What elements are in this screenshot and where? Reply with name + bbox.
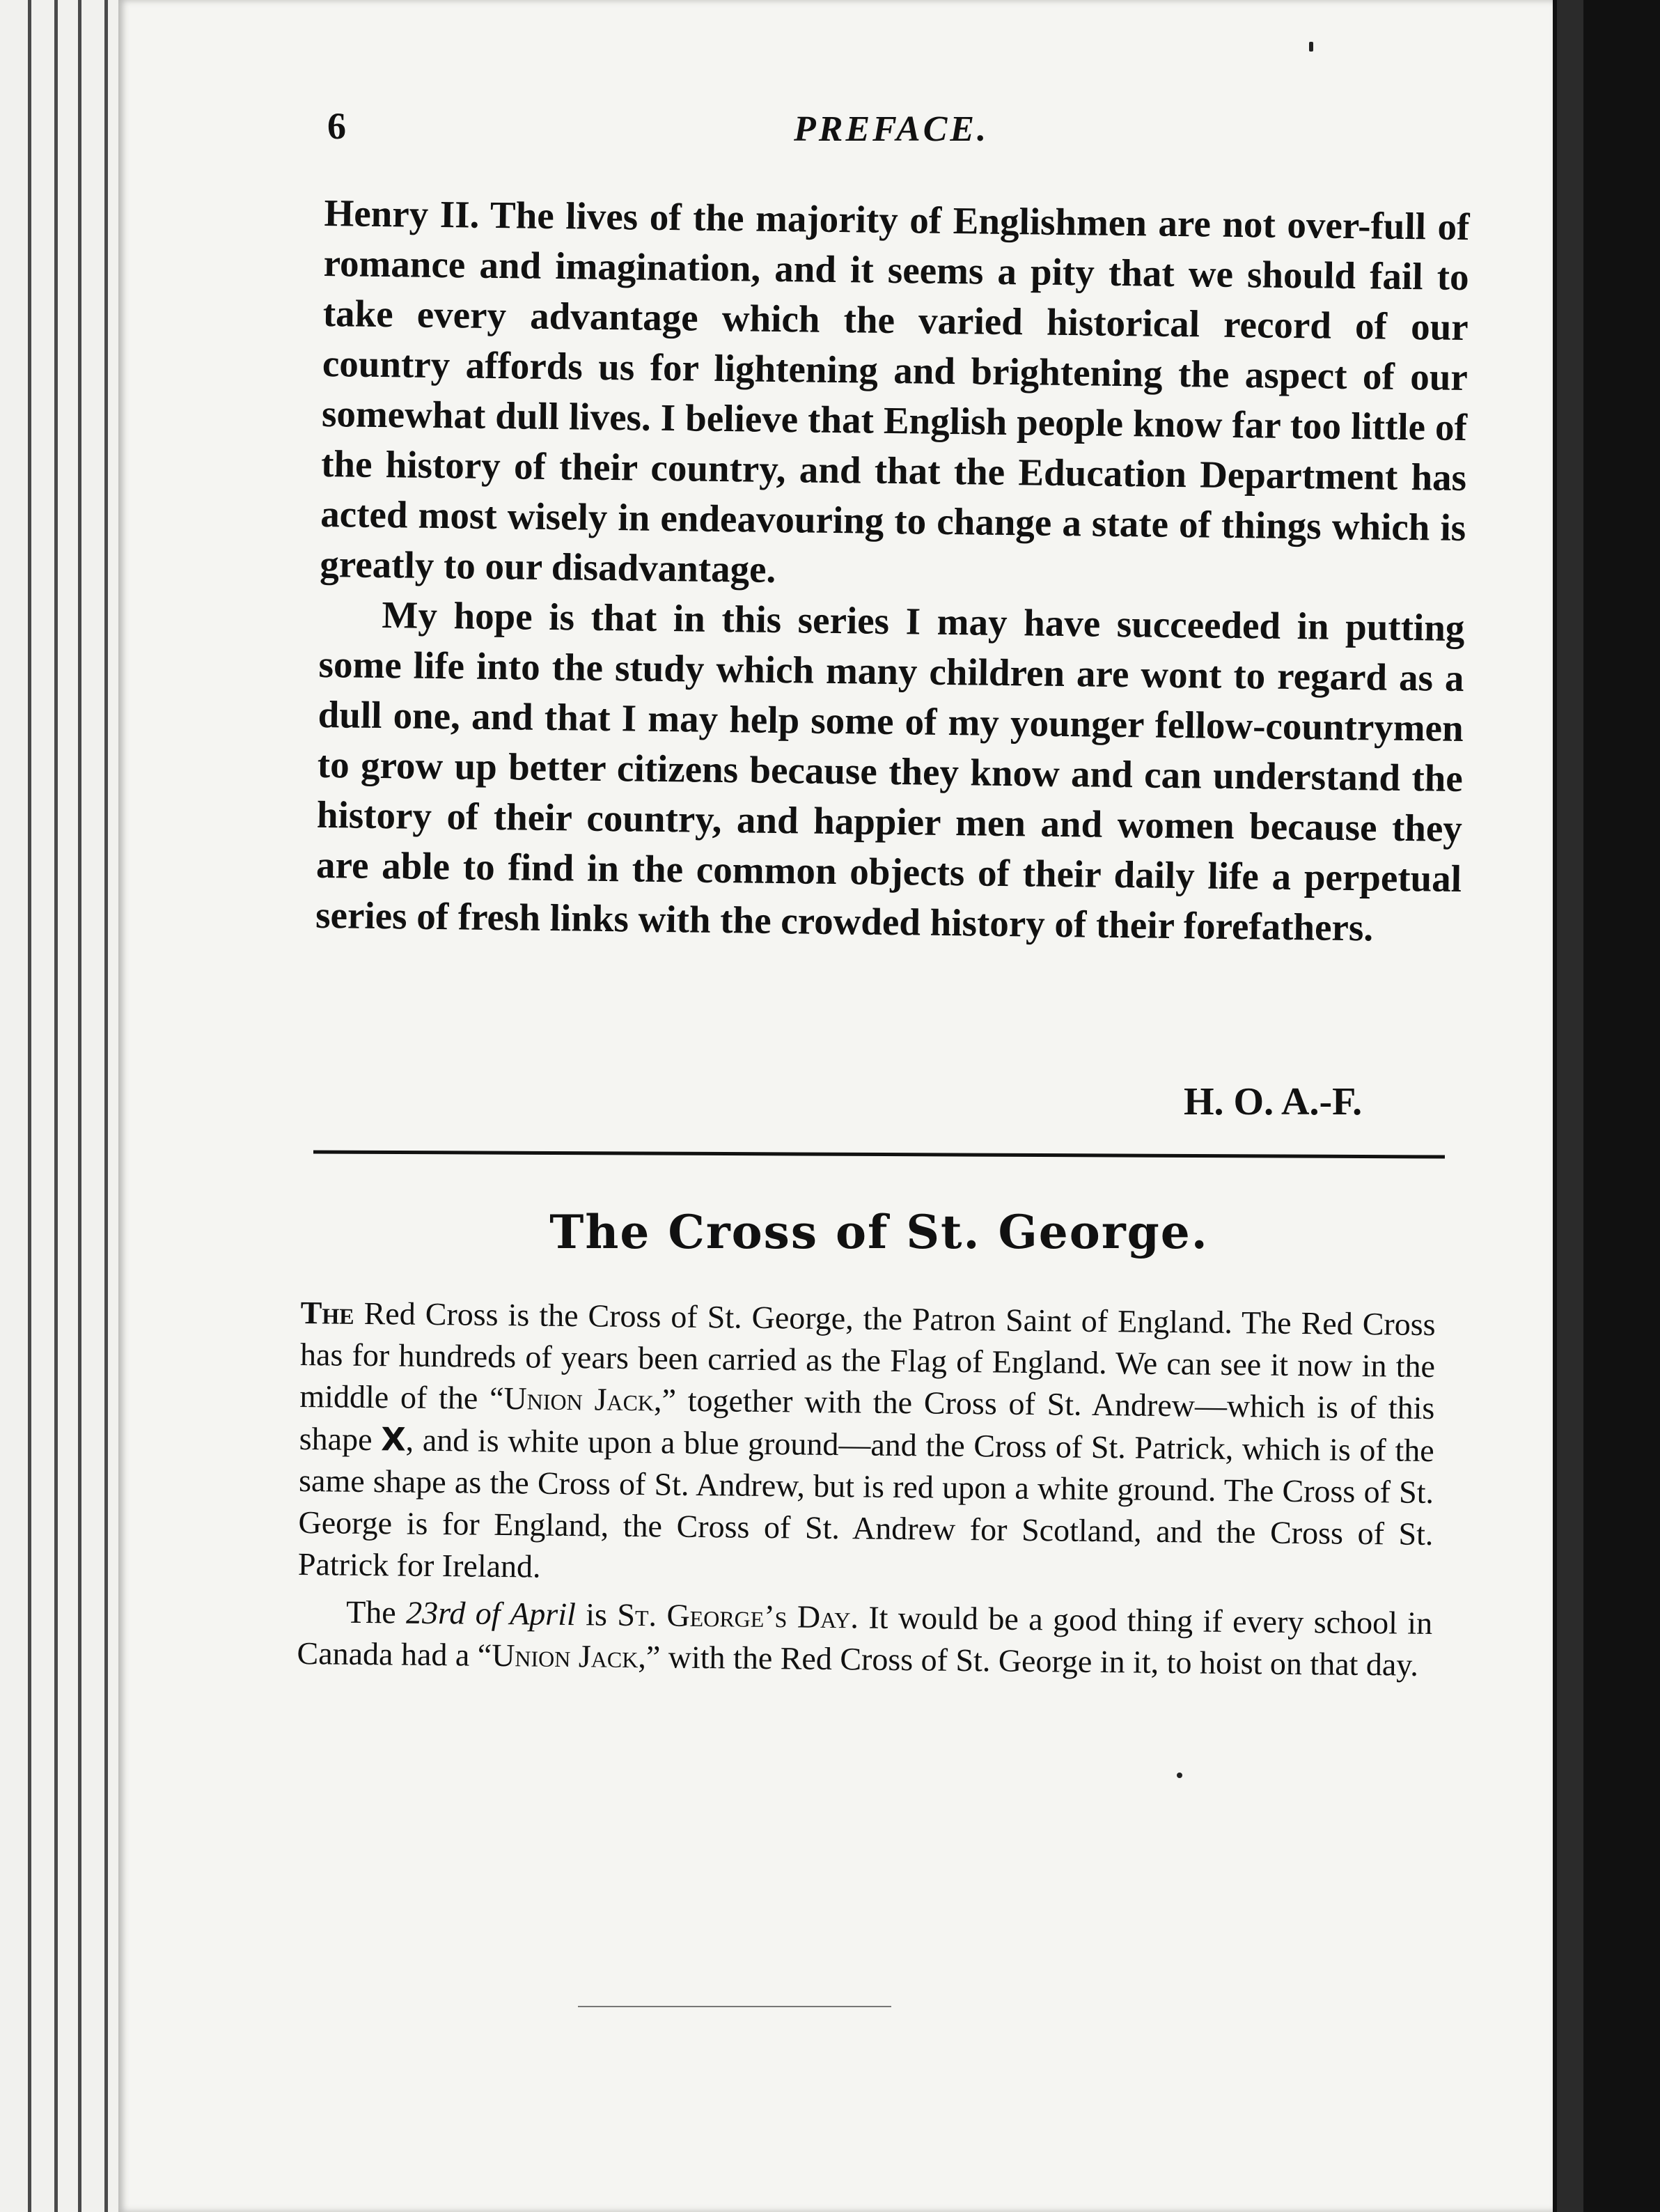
scan-speck <box>1177 1773 1182 1778</box>
union-jack-term: Union Jack <box>491 1637 639 1675</box>
preface-paragraph: My hope is that in this series I may have succeeded in putting some life into the study which many children are wont to regard as a dull one, and that I may help some of my younger fellow-countrymen to grow up better citizens because they know and can understand the history of their country, and happier men and women because they are able to find in the common objects of their daily life a perpetual series of fresh links with the crowded history of their forefathers. <box>315 593 1465 949</box>
preface-text <box>315 188 1470 954</box>
text-run: . It would be a good thing if every school in Canada had a “ <box>297 1599 1433 1673</box>
page-edge-stack <box>0 0 118 2212</box>
text-run: is <box>575 1596 618 1633</box>
section-text <box>297 1292 1436 1686</box>
st-georges-day: St. George’s Day <box>617 1596 851 1635</box>
page-number: 6 <box>327 105 346 147</box>
text-run: The <box>345 1594 407 1630</box>
lead-word: The <box>300 1294 354 1331</box>
page-header <box>327 104 1469 160</box>
page-edge-line <box>104 0 108 2212</box>
text-run: Red Cross is the Cross of St. George, the Patron Saint of England. The Red Cross has for hundreds of years been carried as the Flag of England. We can see it now in the middle of the “ <box>299 1295 1436 1417</box>
page-edge-line <box>54 0 58 2212</box>
preface-paragraph: Henry II. The lives of the majority of Englishmen are not over-full of romance and imagination, and it seems a pity that we should fail to take every advantage which the varied historical record of our country affords us for lightening and brightening the aspect of our somewhat dull lives. I believe that English people know far too little of the history of their country, and that the Education Department has acted most wisely in endeavouring to change a state of things which is greatly to our disadvantage. <box>320 191 1470 591</box>
page-edge-line <box>78 0 81 2212</box>
text-run: , and is white upon a blue ground—and the Cross of St. Patrick, which is of the same shape as the Cross of St. Andrew, but is red upon a white ground. The Cross of St. George is for England, the Cross of St. Andrew for Scotland, and the Cross of St. Patrick for Ireland. <box>297 1422 1434 1584</box>
section-paragraph <box>297 1591 1432 1686</box>
text-run: ,” with the Red Cross of St. George in it, to hoist on that day. <box>638 1639 1419 1683</box>
union-jack-term: Union Jack <box>503 1380 655 1418</box>
date-phrase: 23rd of April <box>405 1594 577 1633</box>
page-edge-line <box>28 0 31 2212</box>
saltire-symbol: X <box>380 1420 406 1458</box>
text-run: ,” together with the Cross of St. Andrew—which is of this shape <box>299 1382 1435 1458</box>
faint-rule <box>578 2006 891 2007</box>
running-head: PREFACE. <box>794 109 989 149</box>
author-initials: H. O. A.-F. <box>1184 1080 1363 1123</box>
scan-speck <box>1309 42 1313 52</box>
page-edge-right <box>1557 0 1583 2212</box>
section-paragraph <box>298 1292 1436 1597</box>
section-title: The Cross of St. George. <box>549 1205 1209 1259</box>
